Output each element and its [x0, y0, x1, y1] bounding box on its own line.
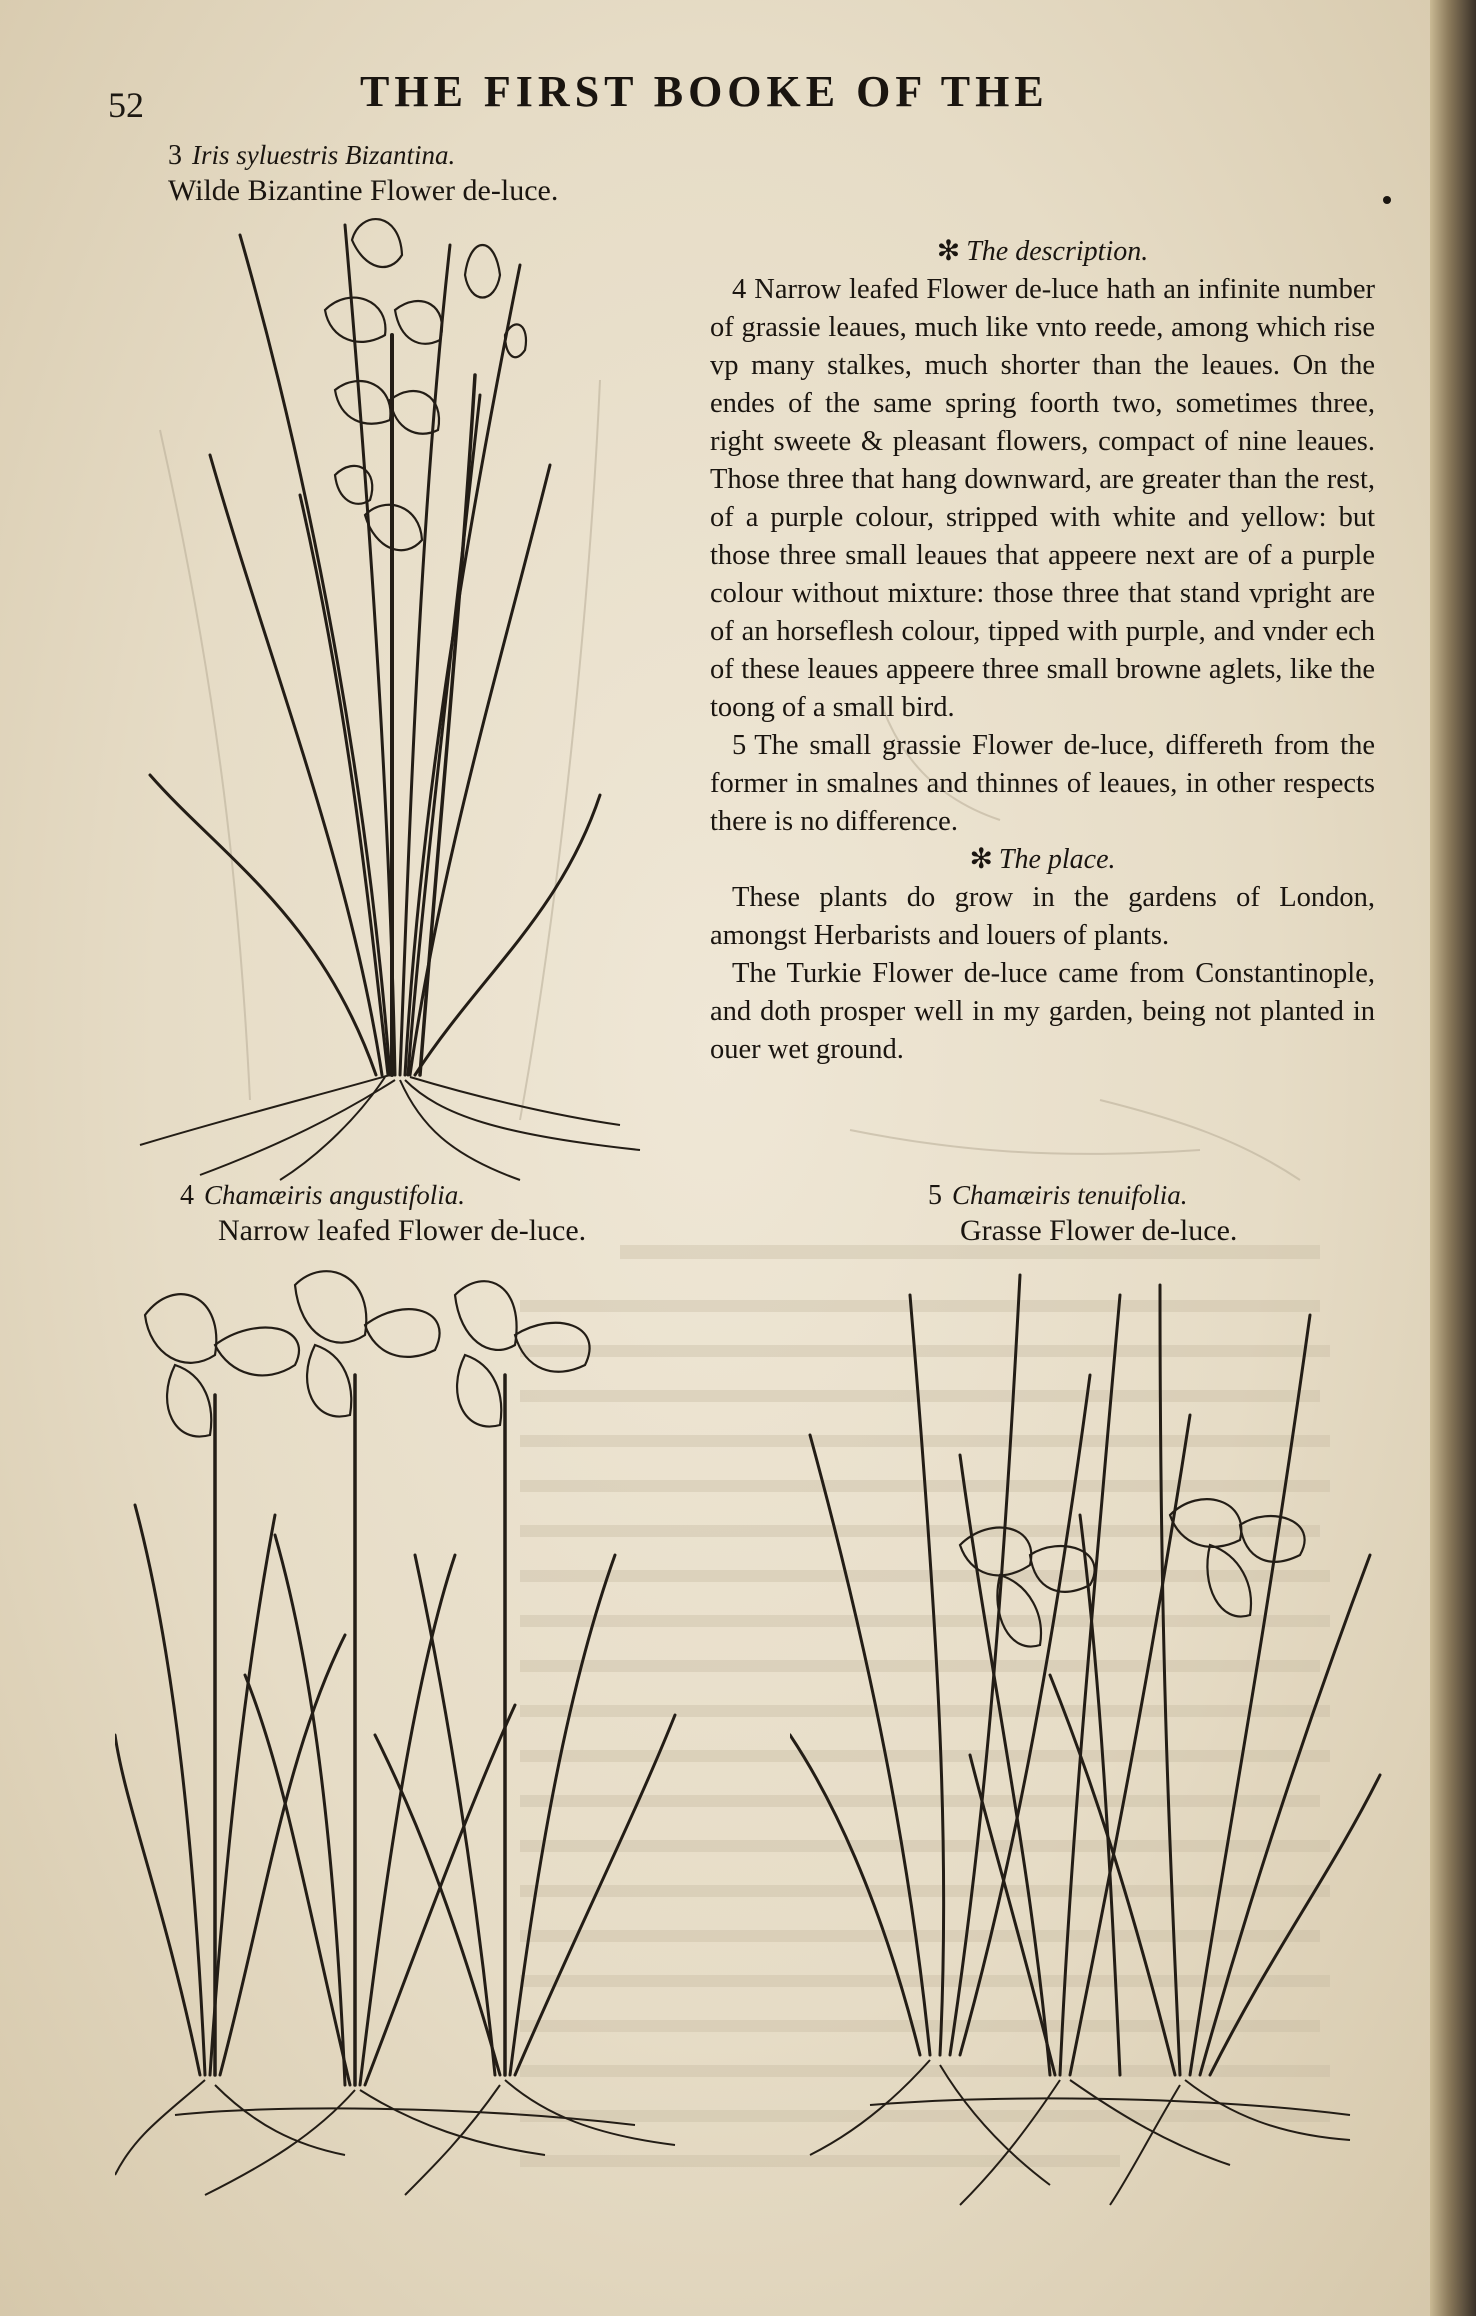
figure-5-number: 5 [928, 1180, 942, 1211]
figure-3-number: 3 [168, 140, 182, 171]
place-paragraph-1: These plants do grow in the gardens of London, amongst Herbarists and louers of plants. [710, 882, 1375, 951]
figure-4-caption [180, 1180, 586, 1248]
page-number: 52 [108, 85, 144, 125]
description-paragraph-4 [710, 271, 1375, 727]
description-paragraph-5 [710, 727, 1375, 841]
figure-4-woodcut [115, 1255, 695, 2205]
ink-dot [1383, 196, 1391, 204]
paragraph-5-number: 5 [732, 730, 747, 761]
figure-4-latin-name: Chamæiris angustifolia. [204, 1180, 466, 1210]
description-heading-label: The description. [966, 236, 1149, 267]
paragraph-4-number: 4 [732, 274, 747, 305]
paragraph-4-text: Narrow leafed Flower de-luce hath an infinite number of grassie leaues, much like vnto reede, among which rise vp many stalkes, much shorter than the leaues. On the endes of the same spring foorth two, sometimes three, right sweete & pleasant flowers, compact of nine leaues. Those three that hang downward, are greater than the rest, of a purple colour, stripped with white and yellow: but those three small leaues that appeere next are of a purple colour without mixture: those three that stand vpright are of an horseflesh colour, tipped with purple, and vnder ech of these leaues appeere three small browne aglets, like the toong of a small bird. [710, 274, 1375, 723]
running-title: THE FIRST BOOKE OF THE [360, 67, 1049, 116]
figure-5-woodcut [790, 1255, 1390, 2215]
figure-3-caption [168, 140, 558, 208]
description-heading [710, 233, 1375, 271]
figure-3-woodcut [120, 215, 660, 1185]
figure-3-latin-name: Iris syluestris Bizantina. [192, 140, 456, 170]
place-paragraph-2: The Turkie Flower de-luce came from Constantinople, and doth prosper well in my garden, being not planted in ouer wet ground. [710, 958, 1375, 1065]
page-edge-shadow [1430, 0, 1476, 2316]
section-mark-icon: ✻ [936, 236, 961, 267]
description-text-column [710, 233, 1375, 1069]
paragraph-5-text: The small grassie Flower de-luce, differeth from the former in smalnes and thinnes of leaues, in other respects there is no difference. [710, 730, 1375, 837]
figure-4-number: 4 [180, 1180, 194, 1211]
section-mark-icon: ✻ [969, 844, 993, 875]
figure-3-english-name: Wilde Bizantine Flower de-luce. [168, 174, 559, 207]
place-heading-label: The place. [998, 844, 1116, 875]
figure-5-english-name: Grasse Flower de-luce. [960, 1214, 1238, 1247]
place-heading [710, 841, 1375, 879]
figure-5-latin-name: Chamæiris tenuifolia. [952, 1180, 1188, 1210]
figure-5-caption [928, 1180, 1237, 1248]
figure-4-english-name: Narrow leafed Flower de-luce. [218, 1214, 587, 1247]
